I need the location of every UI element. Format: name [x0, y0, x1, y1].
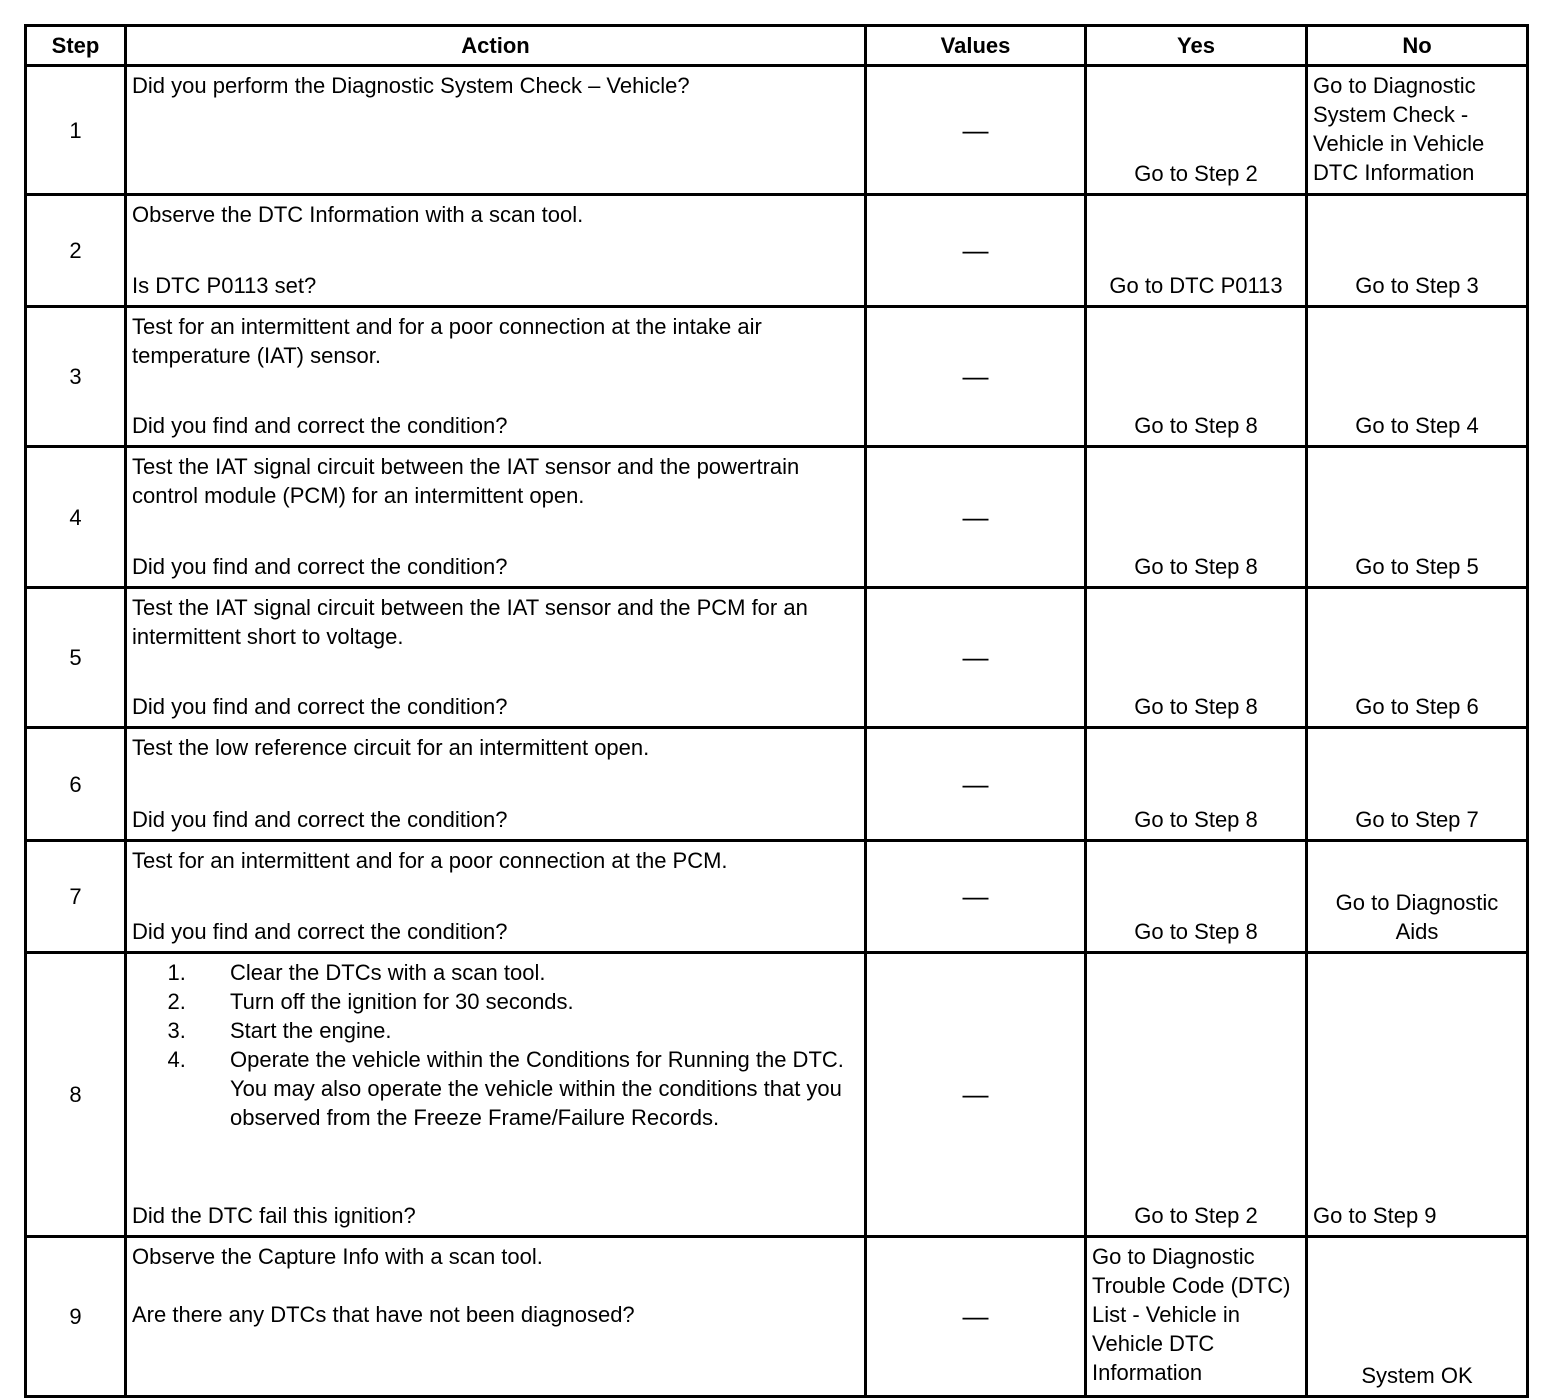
table-row	[26, 728, 1528, 841]
values-cell: —	[866, 307, 1086, 447]
action-cell	[126, 953, 866, 1237]
values-cell: —	[866, 728, 1086, 841]
no-cell	[1307, 1237, 1528, 1397]
action-text: Test for an intermittent and for a poor connection at the intake air temperature (IAT) sensor.	[132, 314, 762, 368]
action-cell	[126, 728, 866, 841]
no-link[interactable]: Go to Diagnostic Aids	[1335, 890, 1499, 944]
table-row	[26, 953, 1528, 1237]
table-row	[26, 66, 1528, 195]
action-cell	[126, 66, 866, 195]
header-step: Step	[26, 26, 126, 66]
yes-cell	[1086, 66, 1307, 195]
action-cell	[126, 195, 866, 307]
action-cell	[126, 447, 866, 588]
table-row	[26, 195, 1528, 307]
header-yes: Yes	[1086, 26, 1307, 66]
table-row	[26, 447, 1528, 588]
values-cell: —	[866, 195, 1086, 307]
no-cell	[1307, 728, 1528, 841]
action-text: Test the IAT signal circuit between the IAT sensor and the PCM for an intermittent short to voltage.	[132, 595, 808, 649]
action-step: 3. Start the engine.	[192, 1016, 859, 1045]
values-cell: —	[866, 447, 1086, 588]
no-link[interactable]: Go to Step 5	[1355, 554, 1479, 579]
action-question: Is DTC P0113 set?	[132, 273, 317, 298]
values-cell: —	[866, 588, 1086, 728]
yes-link[interactable]: Go to Step 8	[1134, 919, 1258, 944]
step-number: 1	[26, 66, 126, 195]
table-row	[26, 841, 1528, 953]
no-cell	[1307, 66, 1528, 195]
yes-link[interactable]: Go to Step 8	[1134, 413, 1258, 438]
action-step: 4. Operate the vehicle within the Conditions for Running the DTC. You may also operate the vehicle within the conditions that you observed from the Freeze Frame/Failure Records.	[192, 1045, 859, 1132]
action-step: 1. Clear the DTCs with a scan tool.	[192, 958, 859, 987]
action-text: Observe the Capture Info with a scan tool.	[132, 1244, 543, 1269]
action-cell	[126, 1237, 866, 1397]
yes-cell	[1086, 953, 1307, 1237]
no-link[interactable]: Go to Diagnostic System Check - Vehicle in Vehicle DTC Information	[1313, 73, 1485, 185]
action-question: Did you find and correct the condition?	[132, 919, 508, 944]
yes-link[interactable]: Go to Step 8	[1134, 694, 1258, 719]
action-steps-list	[132, 958, 859, 1132]
no-cell	[1307, 195, 1528, 307]
no-cell	[1307, 841, 1528, 953]
no-cell	[1307, 588, 1528, 728]
table-row	[26, 588, 1528, 728]
yes-cell	[1086, 1237, 1307, 1397]
header-values: Values	[866, 26, 1086, 66]
action-text: Test for an intermittent and for a poor connection at the PCM.	[132, 848, 728, 873]
step-number: 2	[26, 195, 126, 307]
no-cell	[1307, 447, 1528, 588]
action-text: Test the IAT signal circuit between the IAT sensor and the powertrain control module (PCM) for an intermittent open.	[132, 454, 800, 508]
table-row	[26, 307, 1528, 447]
step-number: 4	[26, 447, 126, 588]
step-number: 8	[26, 953, 126, 1237]
values-cell: —	[866, 953, 1086, 1237]
diagnostic-table	[24, 24, 1529, 1398]
yes-cell	[1086, 588, 1307, 728]
yes-link[interactable]: Go to Step 2	[1134, 1203, 1258, 1228]
action-cell	[126, 307, 866, 447]
action-text: Test the low reference circuit for an intermittent open.	[132, 735, 650, 760]
action-question: Did you find and correct the condition?	[132, 413, 508, 438]
no-link[interactable]: Go to Step 4	[1355, 413, 1479, 438]
yes-cell	[1086, 447, 1307, 588]
yes-link[interactable]: Go to Diagnostic Trouble Code (DTC) List - Vehicle in Vehicle DTC Information	[1092, 1244, 1291, 1385]
step-number: 5	[26, 588, 126, 728]
action-cell	[126, 841, 866, 953]
table-row	[26, 1237, 1528, 1397]
action-question: Are there any DTCs that have not been diagnosed?	[132, 1302, 635, 1327]
yes-cell	[1086, 307, 1307, 447]
yes-link[interactable]: Go to DTC P0113	[1109, 273, 1283, 298]
values-cell: —	[866, 841, 1086, 953]
no-link[interactable]: System OK	[1361, 1363, 1473, 1388]
values-cell: —	[866, 66, 1086, 195]
header-action: Action	[126, 26, 866, 66]
action-text: Observe the DTC Information with a scan tool.	[132, 202, 584, 227]
step-number: 6	[26, 728, 126, 841]
action-step: 2. Turn off the ignition for 30 seconds.	[192, 987, 859, 1016]
no-cell	[1307, 307, 1528, 447]
no-link[interactable]: Go to Step 3	[1355, 273, 1479, 298]
yes-link[interactable]: Go to Step 8	[1134, 554, 1258, 579]
header-row	[26, 26, 1528, 66]
action-question: Did the DTC fail this ignition?	[132, 1203, 416, 1228]
yes-cell	[1086, 195, 1307, 307]
step-number: 3	[26, 307, 126, 447]
header-no: No	[1307, 26, 1528, 66]
action-question: Did you find and correct the condition?	[132, 554, 508, 579]
step-number: 7	[26, 841, 126, 953]
yes-cell	[1086, 841, 1307, 953]
yes-link[interactable]: Go to Step 8	[1134, 807, 1258, 832]
yes-link[interactable]: Go to Step 2	[1134, 161, 1258, 186]
action-question: Did you find and correct the condition?	[132, 694, 508, 719]
action-question: Did you find and correct the condition?	[132, 807, 508, 832]
action-text: Did you perform the Diagnostic System Check – Vehicle?	[132, 73, 690, 98]
action-cell	[126, 588, 866, 728]
no-link[interactable]: Go to Step 7	[1355, 807, 1479, 832]
values-cell: —	[866, 1237, 1086, 1397]
step-number: 9	[26, 1237, 126, 1397]
no-link[interactable]: Go to Step 6	[1355, 694, 1479, 719]
no-link[interactable]: Go to Step 9	[1313, 1203, 1437, 1228]
no-cell	[1307, 953, 1528, 1237]
yes-cell	[1086, 728, 1307, 841]
